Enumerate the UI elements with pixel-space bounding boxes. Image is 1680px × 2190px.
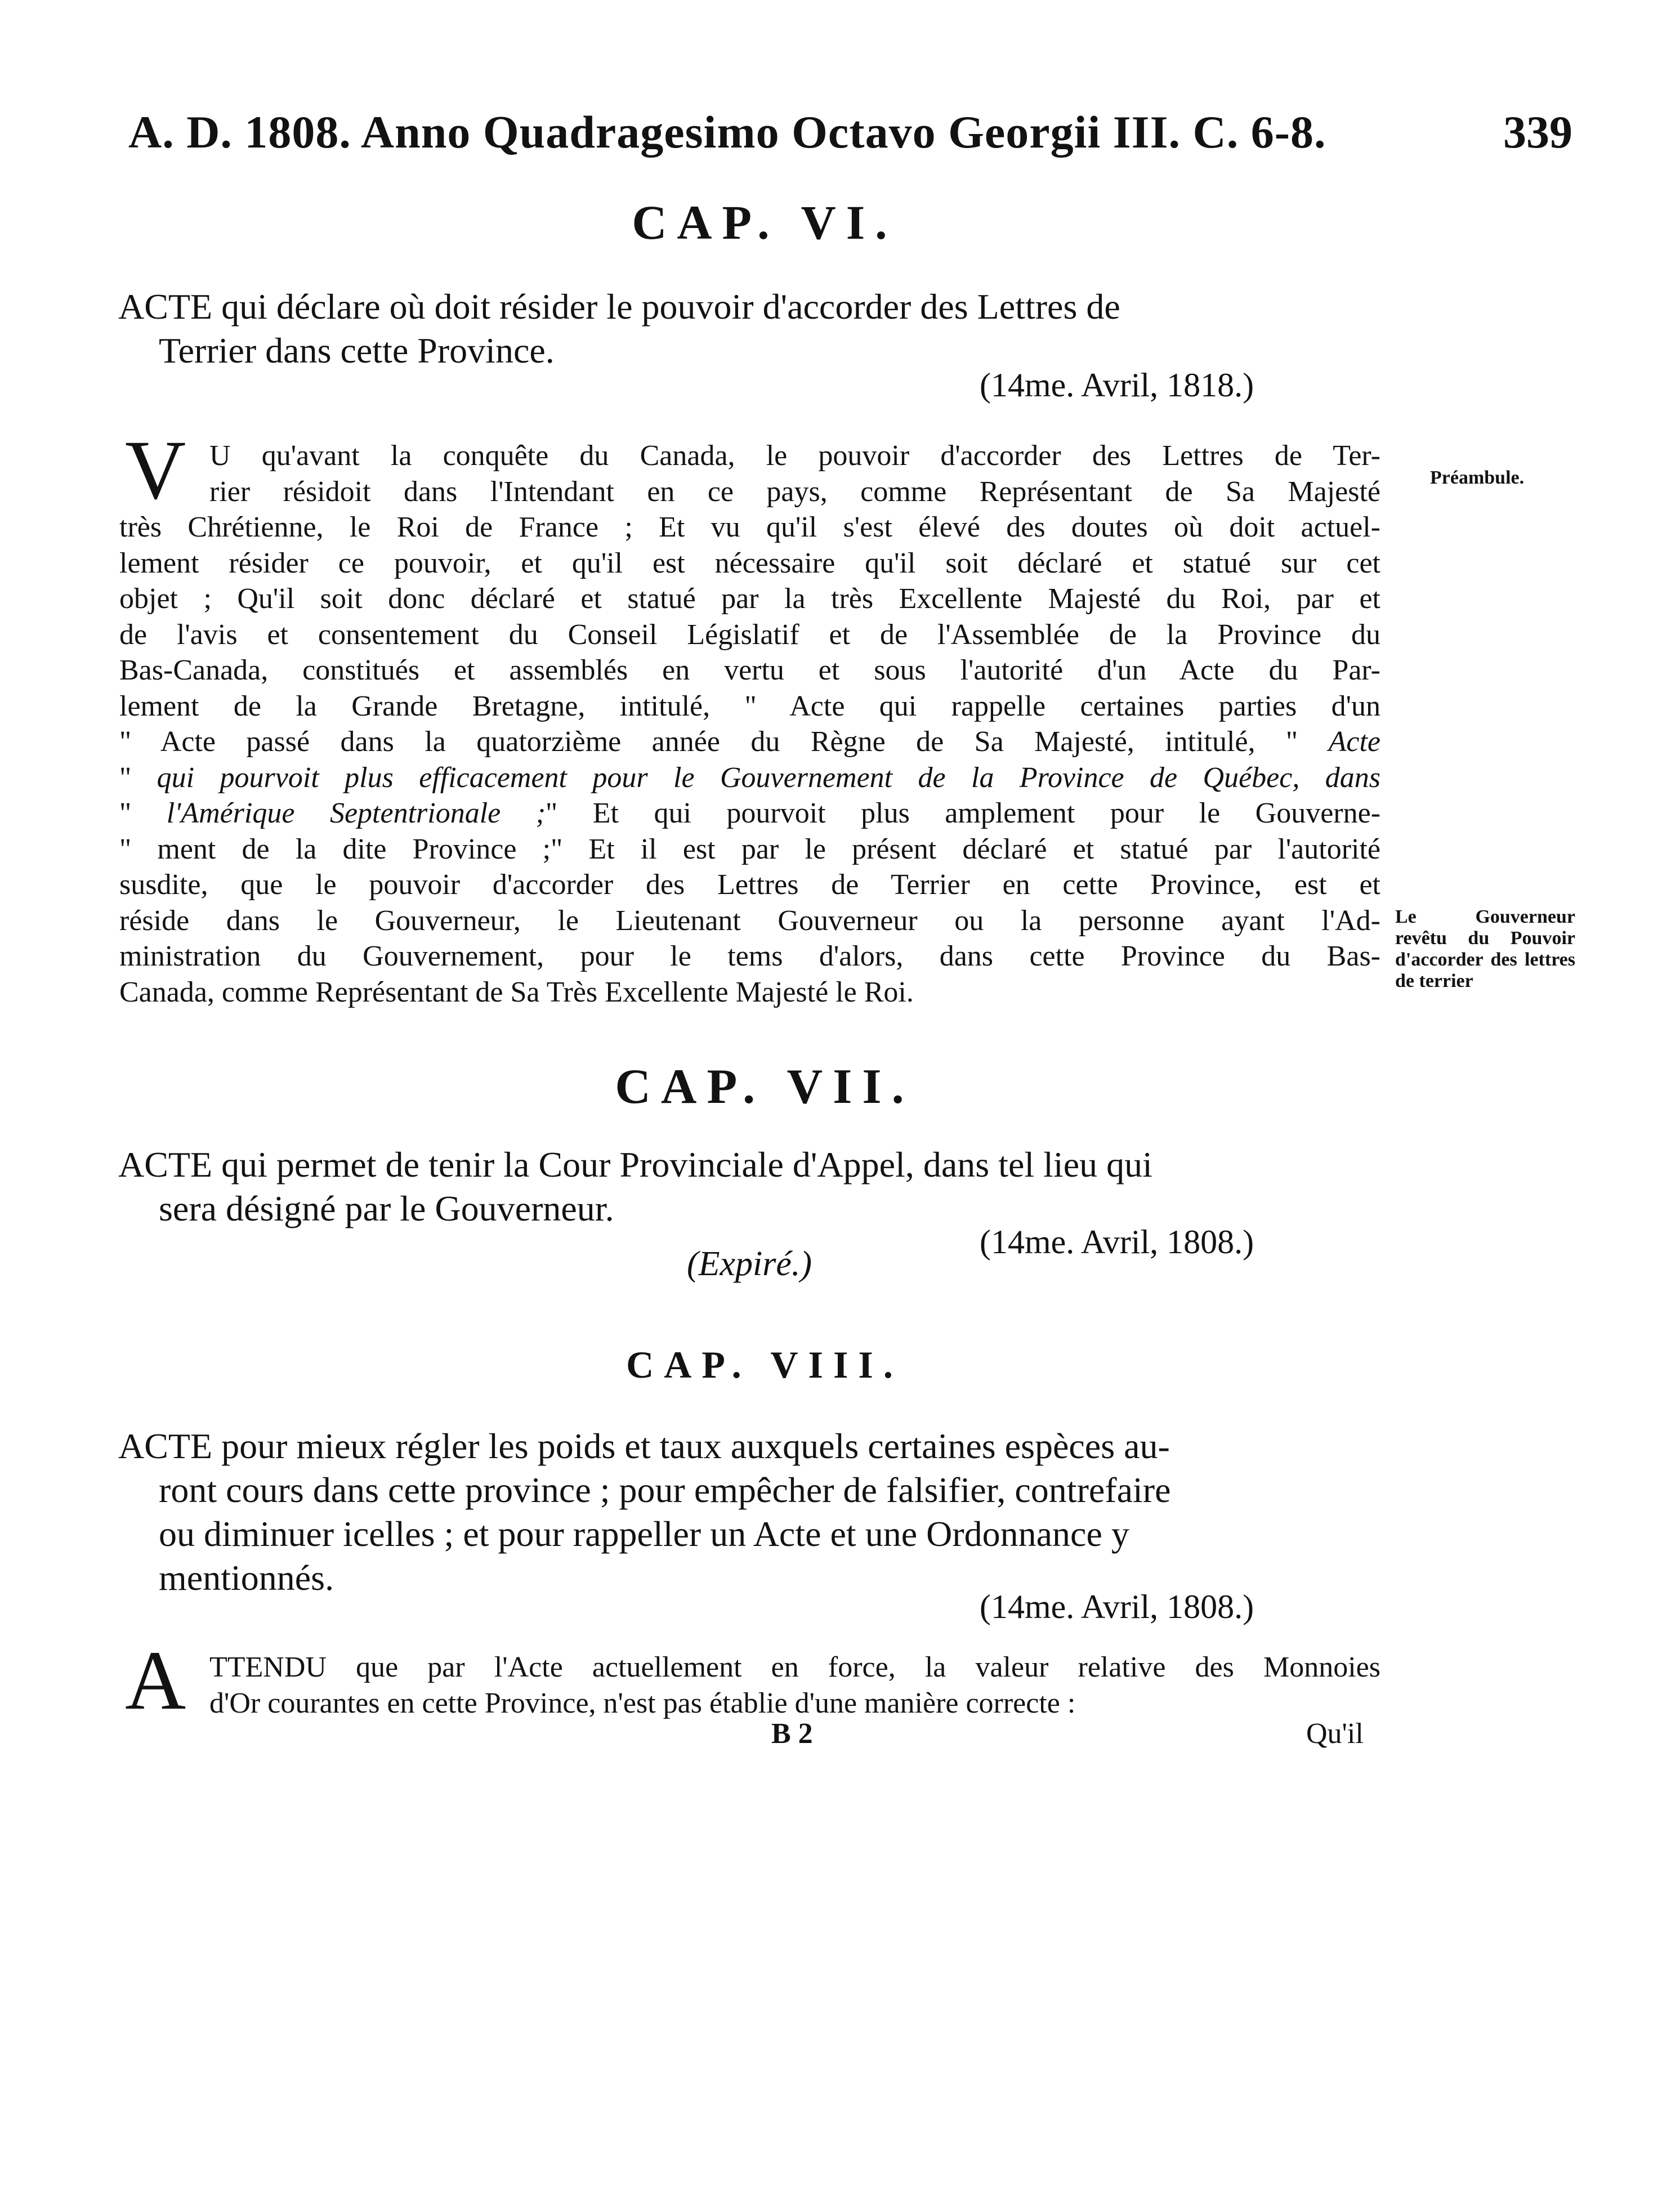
body-line: très Chrétienne, le Roi de France ; Et vu qu'il s'est élevé des doutes où doit actuel- (119, 511, 1380, 543)
body-line-tail: " Et qui pourvoit plus amplement pour le Gouverne- (546, 797, 1381, 829)
body-line: d'Or courantes en cette Province, n'est pas établie d'une manière correcte : (209, 1687, 1076, 1719)
body-line: TTENDU que par l'Acte actuellement en force, la valeur relative des Monnoies (209, 1651, 1380, 1683)
body-line: U qu'avant la conquête du Canada, le pouvoir d'accorder des Lettres de Ter- (209, 440, 1380, 472)
cap-8-dropcap: A (125, 1634, 186, 1727)
cap-8-date: (14me. Avril, 1808.) (980, 1588, 1254, 1625)
cap-8-body (119, 1650, 1380, 1721)
catchword: Qu'il (1306, 1718, 1364, 1750)
italic-act-word: Acte (1328, 726, 1380, 758)
cap-8-title-line-3: ou diminuer icelles ; et pour rappeller un Acte et une Ordonnance y (159, 1514, 1129, 1554)
body-line: ministration du Gouvernement, pour le tems d'alors, dans cette Province du Bas- (119, 940, 1380, 972)
body-line: " ment de la dite Province ;" Et il est par le présent déclaré et statué par l'autorité (119, 833, 1380, 865)
cap-7-status: (Expiré.) (687, 1245, 812, 1283)
cap-8-title (118, 1424, 1402, 1600)
body-line-mixed (119, 760, 1380, 796)
cap-6-title (118, 285, 1402, 373)
body-line: réside dans le Gouverneur, le Lieutenant Gouverneur ou la personne ayant l'Ad- (119, 904, 1380, 937)
cap-8-title-line-2: ront cours dans cette province ; pour empêcher de falsifier, contrefaire (159, 1470, 1171, 1510)
cap-7-title-line-1: ACTE qui permet de tenir la Cour Provinciale d'Appel, dans tel lieu qui (118, 1145, 1152, 1185)
cap-6-heading: CAP. VI. (632, 195, 897, 249)
cap-7-title-line-2: sera désigné par le Gouverneur. (159, 1188, 614, 1228)
signature-mark: B 2 (771, 1718, 813, 1750)
body-line: lement de la Grande Bretagne, intitulé, " Acte qui rappelle certaines parties d'un (119, 690, 1380, 722)
cap-7-title (118, 1143, 1402, 1231)
cap-6-dropcap: V (125, 423, 186, 517)
quote-mark: " (119, 761, 132, 794)
cap-6-title-line-1: ACTE qui déclare où doit résider le pouvoir d'accorder des Lettres de (118, 287, 1120, 327)
quote-mark: " (119, 797, 132, 829)
italic-amerique: l'Amérique Septentrionale ; (166, 797, 546, 829)
cap-8-title-line-1: ACTE pour mieux régler les poids et taux auxquels certaines espèces au- (118, 1426, 1170, 1466)
body-line-mixed (119, 724, 1380, 760)
body-line: susdite, que le pouvoir d'accorder des Lettres de Terrier en cette Province, est et (119, 869, 1380, 901)
running-head: A. D. 1808. Anno Quadragesimo Octavo Georgii III. C. 6-8. (128, 106, 1326, 158)
page-number: 339 (1503, 106, 1572, 158)
cap-7-heading: CAP. VII. (615, 1060, 914, 1114)
body-line: de l'avis et consentement du Conseil Législatif et de l'Assemblée de la Province du (119, 618, 1380, 651)
body-line-mixed (119, 795, 1380, 832)
cap-8-title-line-4: mentionnés. (159, 1558, 334, 1598)
body-line: rier résidoit dans l'Intendant en ce pays, comme Représentant de Sa Majesté (209, 475, 1380, 508)
cap-6-body (119, 438, 1380, 1010)
body-line: Bas-Canada, constitués et assemblés en vertu et sous l'autorité d'un Acte du Par- (119, 654, 1380, 686)
cap-7-date: (14me. Avril, 1808.) (980, 1223, 1254, 1261)
cap-6-title-line-2: Terrier dans cette Province. (159, 330, 555, 370)
marginal-note-governor: Le Gouverneur revêtu du Pouvoir d'accorder des lettres de terrier (1395, 906, 1575, 991)
italic-quebec-act: qui pourvoit plus efficacement pour le Gouvernement de la Province de Québec, dans (157, 761, 1380, 794)
cap-6-date: (14me. Avril, 1818.) (980, 367, 1254, 404)
body-line-text: " Acte passé dans la quatorzième année du Règne de Sa Majesté, intitulé, " (119, 726, 1298, 758)
marginal-note-preamble: Préambule. (1430, 467, 1525, 488)
body-line: lement résider ce pouvoir, et qu'il est nécessaire qu'il soit déclaré et statué sur cet (119, 547, 1380, 579)
body-line: Canada, comme Représentant de Sa Très Excellente Majesté le Roi. (119, 976, 914, 1008)
cap-8-heading: CAP. VIII. (626, 1343, 903, 1386)
body-line: objet ; Qu'il soit donc déclaré et statué par la très Excellente Majesté du Roi, par et (119, 583, 1380, 615)
